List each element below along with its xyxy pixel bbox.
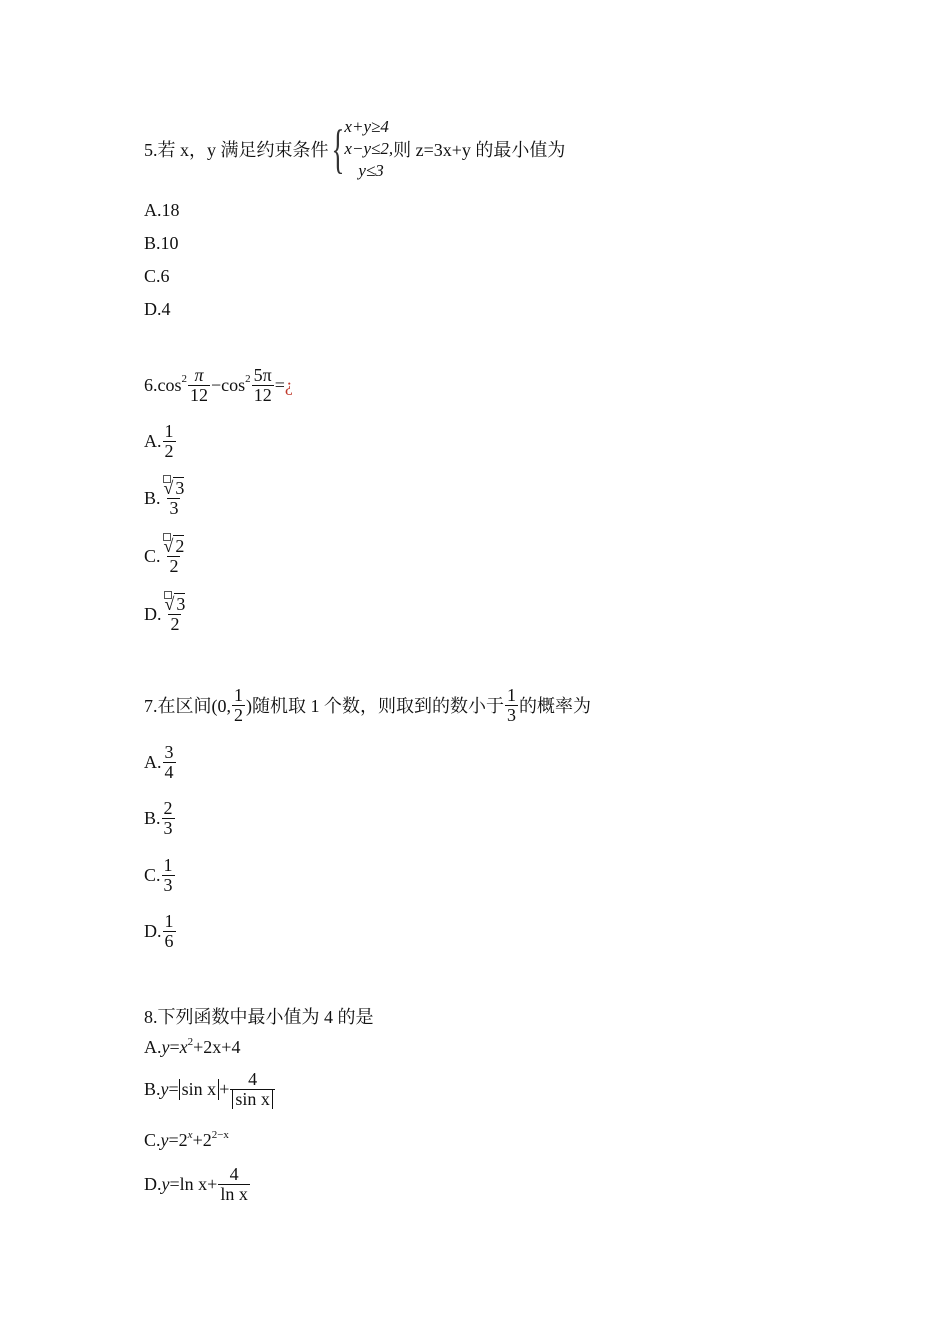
- var-y: y: [161, 1037, 170, 1057]
- option-fraction: [162, 856, 175, 895]
- q7-fraction-2: [505, 686, 518, 725]
- option-fraction: [162, 537, 187, 576]
- fraction-denominator: 2: [164, 440, 174, 461]
- equals: =: [168, 1078, 179, 1099]
- q7-lead: 7.在区间(0,: [144, 696, 231, 717]
- fraction-denominator: 6: [164, 930, 174, 951]
- question-6: [144, 366, 293, 405]
- q7-option-b: [144, 799, 176, 838]
- q7-option-c: [144, 856, 176, 895]
- radical-icon: √ 3: [165, 595, 186, 614]
- q6-glitch-char: ¿: [284, 374, 293, 395]
- radicand: 2: [175, 536, 185, 556]
- option-label: C.: [144, 864, 161, 885]
- q8-option-d: [144, 1165, 251, 1204]
- q6-exp2: 2: [245, 373, 251, 386]
- expr-rest: +2x+4: [193, 1037, 241, 1057]
- option-label: D.: [144, 603, 162, 624]
- q5-option-d: D.4: [144, 299, 171, 319]
- option-label: B.: [144, 1078, 161, 1099]
- constraint-system: [344, 116, 393, 182]
- fraction-numerator: 3: [164, 742, 174, 762]
- missing-glyph-box: [163, 533, 171, 541]
- q7-option-d: [144, 912, 177, 951]
- q8-option-a: [144, 1037, 240, 1058]
- brace-symbol: {: [330, 119, 344, 179]
- option-label: B.: [144, 807, 161, 828]
- option-fraction: [163, 912, 176, 951]
- expr-ln: =ln x+: [169, 1173, 218, 1194]
- q6-fraction-2: [252, 366, 274, 405]
- q7-fraction-1: [232, 686, 245, 725]
- fraction-denominator: [230, 1089, 275, 1109]
- q6-exp: 2: [181, 373, 187, 386]
- constraint-3: y≤3: [358, 161, 384, 180]
- fraction-denominator: 3: [163, 817, 173, 838]
- q6-f2-num: 5π: [253, 365, 272, 385]
- q6-option-d: [144, 595, 188, 634]
- q8-option-c: [144, 1130, 229, 1151]
- equals: =: [169, 1037, 180, 1057]
- missing-glyph-box: [164, 591, 172, 599]
- question-8: 8.下列函数中最小值为 4 的是: [144, 1007, 374, 1027]
- q6-f1-num: π: [194, 365, 204, 385]
- q6-f1-den: 12: [190, 384, 208, 405]
- q6-option-c: [144, 537, 187, 576]
- option-label: D.: [144, 1173, 162, 1194]
- q8-option-b: [144, 1070, 276, 1109]
- constraint-2: x−y≤2,: [344, 139, 394, 158]
- q5-option-b: B.10: [144, 233, 179, 253]
- q5-tail: 则 z=3x+y 的最小值为: [393, 140, 566, 160]
- q6-option-a: [144, 422, 177, 461]
- var-x: x: [179, 1037, 188, 1057]
- q6-fraction-1: [188, 366, 210, 405]
- option-label: A.: [144, 430, 162, 451]
- q6-equals: =: [274, 374, 285, 395]
- plus-two: +2: [192, 1130, 212, 1150]
- abs-sin-x-den: sin x: [232, 1089, 273, 1109]
- equals-two: =2: [168, 1130, 188, 1150]
- option-fraction: [218, 1165, 250, 1204]
- option-label: C.: [144, 545, 161, 566]
- q5-option-a: A.18: [144, 200, 180, 220]
- fraction-numerator: 1: [163, 855, 173, 875]
- var-y: y: [161, 1173, 170, 1194]
- fraction-numerator: [162, 479, 187, 498]
- fraction-numerator: [162, 537, 187, 556]
- fraction-numerator: [163, 595, 188, 614]
- fraction-denominator: 4: [164, 761, 174, 782]
- fraction-numerator: 1: [164, 421, 174, 441]
- option-label: C.: [144, 1130, 161, 1150]
- option-fraction: [230, 1070, 275, 1109]
- var-y: y: [160, 1130, 169, 1150]
- option-label: A.: [144, 751, 162, 772]
- fraction-denominator: 2: [170, 613, 180, 634]
- q7-mid: )随机取 1 个数，则取到的数小于: [246, 696, 504, 717]
- question-5: [144, 116, 565, 182]
- option-label: B.: [144, 487, 161, 508]
- missing-glyph-box: [163, 475, 171, 483]
- q7-f2-den: 3: [507, 704, 516, 725]
- constraint-1: x+y≥4: [344, 117, 389, 136]
- q6-option-b: [144, 479, 187, 518]
- fraction-numerator: 4: [229, 1164, 239, 1184]
- option-fraction: [162, 479, 187, 518]
- q5-option-c: C.6: [144, 266, 170, 286]
- fraction-denominator: 3: [163, 874, 173, 895]
- exponent-2: 2−x: [211, 1128, 229, 1141]
- q7-tail: 的概率为: [519, 696, 591, 717]
- q7-f1-num: 1: [234, 685, 243, 705]
- q7-f2-num: 1: [507, 685, 516, 705]
- fraction-numerator: 2: [163, 798, 173, 818]
- fraction-denominator: ln x: [220, 1183, 248, 1204]
- q6-minus: −cos: [211, 374, 246, 395]
- option-label: A.: [144, 1037, 162, 1057]
- q6-f2-den: 12: [253, 384, 272, 405]
- fraction-numerator: 1: [164, 911, 174, 931]
- radicand: 3: [176, 594, 186, 614]
- abs-sin-x: sin x: [179, 1079, 220, 1100]
- question-7: [144, 686, 591, 725]
- fraction-denominator: 3: [169, 497, 179, 518]
- fraction-denominator: 2: [169, 555, 179, 576]
- q6-lead: 6.cos: [144, 374, 182, 395]
- option-fraction: [163, 422, 176, 461]
- exponent: 2: [187, 1035, 194, 1048]
- q7-option-a: [144, 743, 177, 782]
- plus: +: [219, 1078, 230, 1099]
- option-label: D.: [144, 920, 162, 941]
- radical-icon: √ 3: [164, 479, 185, 498]
- option-fraction: [163, 743, 176, 782]
- exponent-1: x: [187, 1128, 193, 1141]
- option-fraction: [163, 595, 188, 634]
- option-fraction: [162, 799, 175, 838]
- var-y: y: [160, 1078, 169, 1099]
- fraction-numerator: 4: [248, 1069, 258, 1089]
- q5-lead: 5.若 x，y 满足约束条件: [144, 140, 329, 160]
- q7-f1-den: 2: [234, 704, 243, 725]
- radical-icon: √ 2: [164, 537, 185, 556]
- radicand: 3: [175, 478, 185, 498]
